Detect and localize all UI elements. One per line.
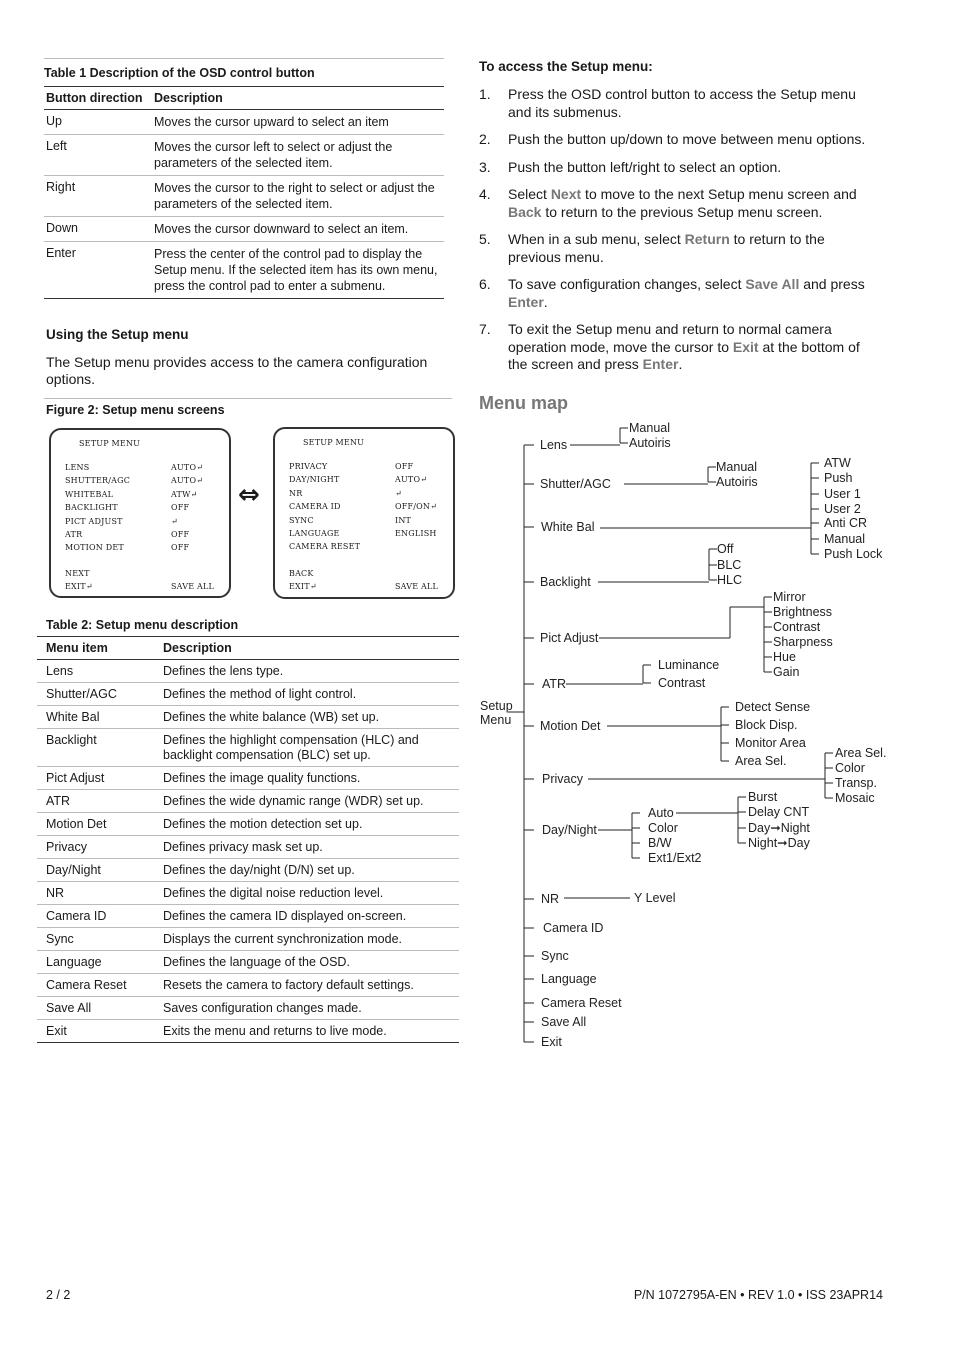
menu-map-root: Menu (480, 713, 512, 727)
table2-cell-description: Defines the motion detection set up. (163, 817, 363, 831)
osd2-item-value: OFF/ON↵ (395, 502, 438, 512)
table2-cell-item: Backlight (46, 733, 97, 747)
osd2-item-label: CAMERA RESET (289, 542, 361, 552)
osd1-item-value: AUTO↵ (171, 463, 204, 472)
menu-map-subitem: BLC (717, 558, 742, 572)
table2-cell-description: Resets the camera to factory default settings. (163, 978, 414, 992)
menu-map-subitem: Hue (773, 650, 796, 664)
table1-cell-button: Left (46, 139, 67, 153)
menu-map-subitem: Monitor Area (735, 736, 806, 750)
menu-map-item: ATR (542, 677, 567, 691)
table2-cell-description: Defines privacy mask set up. (163, 840, 323, 854)
step-number: 5. (479, 231, 491, 247)
menu-map-item: Exit (541, 1035, 562, 1049)
osd2-item-label: SYNC (289, 515, 314, 525)
step-keyword: Back (508, 203, 542, 220)
menu-map-subitem: ATW (824, 456, 851, 470)
step-keyword: Save All (745, 276, 800, 292)
access-heading: To access the Setup menu: (479, 59, 653, 74)
step-text: Push the button up/down to move between menu options. (508, 131, 866, 147)
osd2-item-value: AUTO↵ (395, 475, 428, 485)
menu-map-item: Shutter/AGC (540, 477, 611, 491)
menu-map-subitem: Block Disp. (735, 718, 798, 732)
menu-map-subitem: Color (648, 821, 678, 835)
screens-arrow: ⇔ (238, 480, 260, 510)
menu-map-subitem: Luminance (658, 658, 720, 672)
table2-cell-item: Sync (46, 932, 74, 946)
menu-map-subitem: User 2 (824, 502, 861, 516)
table1-cell-description: Press the center of the control pad to display the Setup menu. If the selected item has its own menu, press the control pad to enter a submenu. (154, 247, 438, 293)
menu-map-subitem: Gain (773, 665, 800, 679)
osd1-item-value: OFF (171, 503, 190, 513)
osd2-item-value: INT (395, 515, 412, 525)
step-number: 3. (479, 158, 491, 175)
osd2-exit: EXIT↵ (289, 582, 317, 591)
osd2-item-label: NR (289, 488, 303, 498)
menu-map-subitem: Transp. (835, 776, 877, 790)
menu-map-subitem: Contrast (773, 620, 821, 634)
menu-map-subitem: Y Level (634, 891, 676, 905)
menu-map-subitem: Area Sel. (835, 746, 887, 760)
table2-cell-item: Save All (46, 1001, 92, 1015)
figure2-caption: Figure 2: Setup menu screens (46, 403, 225, 417)
table2-cell-item: ATR (46, 794, 71, 808)
table2-cell-description: Displays the current synchronization mode. (163, 932, 403, 946)
osd1-item-label: SHUTTER/AGC (65, 476, 131, 486)
osd1-item-label: MOTION DET (65, 543, 124, 553)
osd1-save: SAVE ALL (171, 582, 215, 591)
menu-map-subitem: Manual (824, 532, 865, 546)
step-number: 7. (479, 321, 491, 337)
osd1-item-label: BACKLIGHT (65, 503, 118, 513)
osd1-item-value: AUTO↵ (171, 476, 204, 486)
osd1-item-label: WHITEBAL (65, 489, 114, 499)
menu-map-subitem: Brightness (773, 605, 833, 619)
menu-map-subitem: Color (835, 761, 865, 775)
menu-map-subitem: User 1 (824, 487, 861, 501)
step-text: When in a sub menu, select (508, 231, 685, 247)
menu-map-subitem: Manual (629, 421, 670, 435)
table2-cell-item: Pict Adjust (46, 771, 105, 785)
step-text: To save configuration changes, select (508, 276, 746, 292)
menu-map-subitem: Push Lock (824, 547, 883, 561)
osd1-item-label: PICT ADJUST (65, 516, 123, 526)
step-text: to move to the next Setup menu screen and (581, 186, 857, 202)
table2-cell-item: Camera Reset (46, 978, 127, 992)
step-number: 2. (479, 131, 491, 147)
step-number: 6. (479, 276, 491, 292)
table2-cell-description: Defines the day/night (D/N) set up. (163, 863, 355, 877)
table1-cell-description: Moves the cursor downward to select an item. (154, 222, 409, 236)
osd1-item-value: ATW↵ (171, 489, 198, 499)
menu-map-subitem: Sharpness (773, 635, 833, 649)
step-keyword: Enter (642, 356, 679, 372)
table2-cell-description: Defines the digital noise reduction level. (163, 886, 384, 900)
step-keyword: Exit (732, 338, 759, 355)
table2-cell-description: Defines the lens type. (163, 664, 284, 678)
menu-map-subitem: Area Sel. (735, 754, 787, 768)
menu-map-subitem: Detect Sense (735, 700, 811, 714)
menu-map-subitem: Day➞Night (748, 821, 810, 835)
menu-map-item: Language (541, 972, 597, 986)
table1-cell-description: Moves the cursor left to select or adjust the parameters of the selected item. (154, 140, 393, 170)
table1-cell-button: Right (46, 180, 76, 194)
table2-cell-description: Defines the highlight compensation (HLC) and backlight compensation (BLC) set up. (163, 733, 419, 762)
osd2-item-label: PRIVACY (289, 462, 328, 471)
osd1-item-value: OFF (171, 530, 190, 539)
table2-cell-item: Shutter/AGC (46, 687, 117, 701)
menu-map-item: Pict Adjust (540, 631, 599, 645)
step-text: . (543, 293, 548, 310)
table2-header-description: Description (163, 641, 232, 655)
table2-cell-description: Defines the white balance (WB) set up. (163, 710, 380, 724)
step-text: Select (508, 186, 551, 202)
step-text: To exit the Setup menu and return to normal camera operation mode, move the cursor to (508, 321, 832, 355)
table2-cell-description: Defines the image quality functions. (163, 771, 361, 785)
menu-map-item: Camera ID (543, 921, 604, 935)
menu-map-subitem: Mirror (773, 590, 806, 604)
using-heading: Using the Setup menu (46, 327, 189, 342)
osd2-save: SAVE ALL (395, 582, 439, 591)
step-number: 1. (479, 86, 491, 102)
footer-page: 2 / 2 (46, 1288, 71, 1302)
table2-cell-description: Exits the menu and returns to live mode. (163, 1024, 387, 1038)
menu-map-item: Day/Night (542, 823, 597, 837)
step-keyword: Next (550, 186, 582, 202)
table2-cell-description: Defines the language of the OSD. (163, 955, 350, 969)
osd1-item-label: LENS (65, 463, 90, 472)
table1-cell-button: Up (46, 114, 62, 128)
menu-map-item: NR (541, 892, 560, 906)
menu-map-subitem: Manual (716, 460, 757, 474)
osd2-item-label: CAMERA ID (289, 502, 341, 512)
menu-map-title: Menu map (479, 393, 569, 413)
osd2-title: SETUP MENU (303, 438, 365, 447)
menu-map-subitem: Burst (748, 790, 778, 804)
step-keyword: Return (684, 231, 730, 247)
menu-map-subitem: Night➞Day (748, 836, 810, 850)
menu-map-root: Setup (480, 699, 513, 713)
menu-map-subitem: Auto (648, 806, 674, 820)
osd2-item-label: LANGUAGE (289, 529, 340, 538)
menu-map-item: Lens (540, 438, 568, 452)
table2-cell-description: Defines the method of light control. (163, 687, 357, 701)
using-body: The Setup menu provides access to the camera configuration options. (46, 354, 428, 387)
osd1-item-label: ATR (65, 530, 83, 539)
table1-cell-button: Enter (46, 246, 76, 260)
table1-header-button: Button direction (46, 91, 143, 105)
table2-cell-item: Motion Det (46, 817, 107, 831)
table1-caption: Table 1 Description of the OSD control button (44, 66, 315, 80)
menu-map-subitem: HLC (717, 573, 743, 587)
osd1-next: NEXT (65, 569, 90, 578)
menu-map-item: Camera Reset (541, 996, 622, 1010)
menu-map-subitem: Contrast (658, 676, 706, 690)
table2-cell-item: NR (46, 886, 65, 900)
table2-cell-item: White Bal (46, 710, 100, 724)
menu-map-subitem: Ext1/Ext2 (648, 851, 702, 865)
osd1-item-value: ↵ (171, 516, 178, 526)
table2-cell-item: Day/Night (46, 863, 101, 877)
menu-map-item: Motion Det (540, 719, 601, 733)
table2-cell-description: Defines the camera ID displayed on-screen. (163, 909, 407, 923)
footer-part-number: P/N 1072795A-EN • REV 1.0 • ISS 23APR14 (633, 1288, 883, 1302)
menu-map-item: Backlight (540, 575, 591, 589)
table1-cell-description: Moves the cursor upward to select an item (154, 115, 389, 129)
osd2-item-value: ENGLISH (395, 529, 437, 538)
step-text: and press (799, 276, 865, 292)
menu-map-subitem: Off (717, 542, 734, 556)
table1-cell-button: Down (46, 221, 78, 235)
osd2-item-label: DAY/NIGHT (289, 475, 340, 485)
table2-cell-description: Saves configuration changes made. (163, 1001, 362, 1015)
menu-map-subitem: Autoiris (716, 475, 758, 489)
menu-map-subitem: Delay CNT (748, 805, 810, 819)
table1-header-description: Description (154, 91, 223, 105)
step-keyword: Enter (508, 293, 544, 310)
step-text: to return to the previous Setup menu screen. (541, 203, 823, 220)
menu-map-item: White Bal (541, 520, 595, 534)
osd2-back: BACK (289, 569, 314, 578)
step-text: Press the OSD control button to access the Setup menu and its submenus. (508, 86, 856, 120)
table2-caption: Table 2: Setup menu description (46, 618, 239, 632)
menu-map-subitem: Mosaic (835, 791, 875, 805)
table2-cell-item: Privacy (46, 840, 87, 854)
step-text: at the bottom of the screen and press (508, 338, 860, 372)
menu-map-item: Privacy (542, 772, 583, 786)
step-text: Push the button left/right to select an option. (508, 158, 782, 175)
menu-map-subitem: Push (824, 471, 853, 485)
step-number: 4. (479, 186, 491, 202)
table2-cell-item: Lens (46, 664, 74, 678)
menu-map-subitem: Anti CR (824, 516, 868, 530)
table1-cell-description: Moves the cursor to the right to select or adjust the parameters of the selected item. (154, 181, 435, 211)
table2-cell-item: Language (46, 955, 102, 969)
step-text: . (678, 356, 683, 372)
osd1-item-value: OFF (171, 543, 190, 553)
osd1-exit: EXIT↵ (65, 582, 93, 591)
osd2-item-value: OFF (395, 462, 414, 471)
table2-header-item: Menu item (46, 641, 108, 655)
table2-cell-item: Exit (46, 1024, 67, 1038)
table2-cell-item: Camera ID (46, 909, 107, 923)
osd1-title: SETUP MENU (79, 439, 141, 448)
step-text: to return to the previous menu. (508, 231, 825, 265)
menu-map-item: Sync (541, 949, 569, 963)
menu-map-subitem: Autoiris (629, 436, 671, 450)
menu-map-subitem: B/W (648, 836, 672, 850)
menu-map-item: Save All (541, 1015, 587, 1029)
osd2-item-value: ↵ (395, 488, 402, 498)
table2-cell-description: Defines the wide dynamic range (WDR) set up. (163, 794, 424, 808)
